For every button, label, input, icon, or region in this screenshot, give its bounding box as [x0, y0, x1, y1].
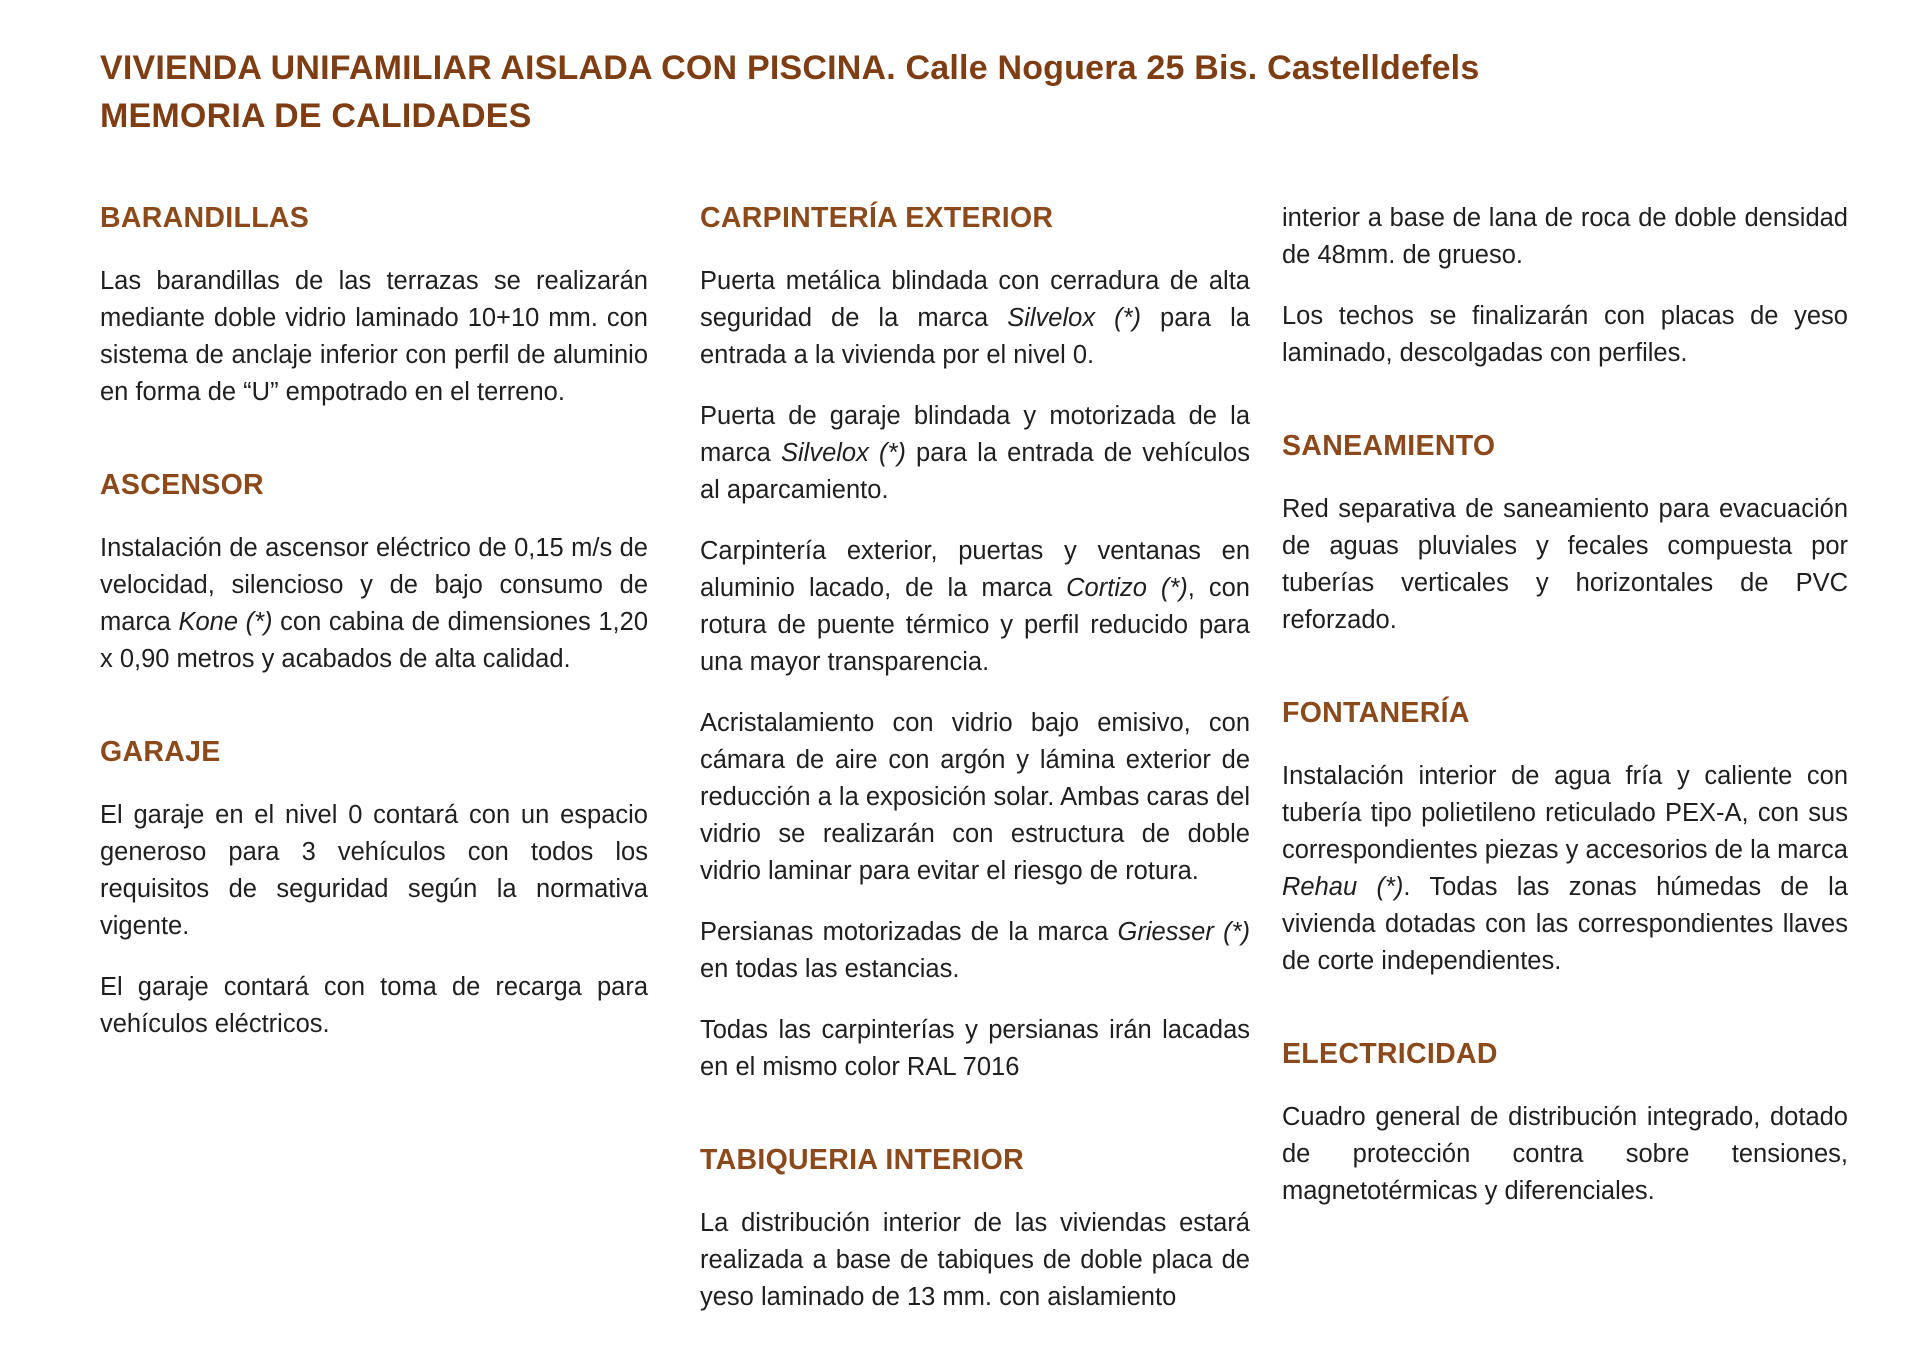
text-segment: para la entrada de vehículos al aparcamiento. [700, 439, 1250, 504]
title-line-2: MEMORIA DE CALIDADES [100, 97, 532, 135]
brand-name-italic: Griesser (*) [1117, 918, 1250, 946]
content-columns [100, 200, 1850, 1340]
paragraph [700, 398, 1250, 509]
brand-name-italic: Rehau (*) [1282, 873, 1404, 901]
text-segment: con cabina de dimensiones 1,20 x 0,90 metros y acabados de alta calidad. [100, 608, 649, 673]
paragraph [700, 705, 1250, 890]
paragraph [100, 530, 648, 678]
paragraph [1282, 491, 1848, 639]
section-heading: GARAJE [100, 736, 221, 768]
paragraph [700, 263, 1250, 374]
text-segment: Puerta de garaje blindada y motorizada de la marca [700, 402, 1250, 467]
brand-name-italic: Silvelox (*) [1007, 304, 1142, 332]
paragraph [1282, 758, 1848, 980]
text-segment: Acristalamiento con vidrio bajo emisivo, con cámara de aire con argón y lámina exterior de reducción a la exposición solar. Ambas caras del vidrio se realizarán con estructura de doble vidrio laminar para evitar el riesgo de rotura. [700, 709, 1250, 885]
column-middle [700, 200, 1250, 1340]
text-segment: Instalación interior de agua fría y caliente con tubería tipo polietileno reticulado PEX-A, con sus correspondientes piezas y accesorios de la marca [1282, 762, 1848, 864]
column-right [1282, 200, 1848, 1340]
paragraph [700, 1012, 1250, 1086]
text-segment: , con rotura de puente térmico y perfil reducido para una mayor transparencia. [700, 574, 1250, 676]
document-title [100, 44, 1850, 140]
title-line-1: VIVIENDA UNIFAMILIAR AISLADA CON PISCINA. Calle Noguera 25 Bis. Castelldefels [100, 49, 1480, 87]
paragraph [700, 533, 1250, 681]
text-segment: Todas las carpinterías y persianas irán lacadas en el mismo color RAL 7016 [700, 1016, 1250, 1081]
paragraph [1282, 298, 1848, 372]
paragraph [100, 263, 648, 411]
brand-name-italic: Kone (*) [178, 608, 273, 636]
text-segment: . Todas las zonas húmedas de la vivienda dotadas con las correspondientes llaves de corte independientes. [1282, 873, 1849, 975]
text-segment: Persianas motorizadas de la marca [700, 918, 1118, 946]
section-heading: ASCENSOR [100, 469, 264, 501]
section-heading: FONTANERÍA [1282, 697, 1470, 729]
section-heading: CARPINTERÍA EXTERIOR [700, 202, 1054, 234]
text-segment: para la entrada a la vivienda por el nivel 0. [700, 304, 1250, 369]
section-heading: TABIQUERIA INTERIOR [700, 1144, 1024, 1176]
paragraph [700, 1205, 1250, 1316]
text-segment: Los techos se finalizarán con placas de yeso laminado, descolgadas con perfiles. [1282, 302, 1848, 367]
paragraph [700, 914, 1250, 988]
paragraph [1282, 200, 1848, 274]
section-heading: BARANDILLAS [100, 202, 310, 234]
text-segment: El garaje en el nivel 0 contará con un espacio generoso para 3 vehículos con todos los requisitos de seguridad según la normativa vigente. [100, 801, 648, 940]
text-segment: El garaje contará con toma de recarga para vehículos eléctricos. [100, 973, 648, 1038]
section-heading: ELECTRICIDAD [1282, 1038, 1498, 1070]
text-segment: Puerta metálica blindada con cerradura de alta seguridad de la marca [700, 267, 1250, 332]
text-segment: Cuadro general de distribución integrado, dotado de protección contra sobre tensiones, magnetotérmicas y diferenciales. [1282, 1103, 1848, 1205]
paragraph [100, 969, 648, 1043]
text-segment: Carpintería exterior, puertas y ventanas en aluminio lacado, de la marca [700, 537, 1250, 602]
text-segment: en todas las estancias. [700, 955, 960, 983]
column-left [100, 200, 648, 1340]
brand-name-italic: Silvelox (*) [780, 439, 906, 467]
text-segment: Instalación de ascensor eléctrico de 0,15 m/s de velocidad, silencioso y de bajo consumo de marca [100, 534, 648, 636]
paragraph [1282, 1099, 1848, 1210]
text-segment: interior a base de lana de roca de doble densidad de 48mm. de grueso. [1282, 204, 1848, 269]
text-segment: La distribución interior de las viviendas estará realizada a base de tabiques de doble placa de yeso laminado de 13 mm. con aislamiento [700, 1209, 1250, 1311]
text-segment: Las barandillas de las terrazas se realizarán mediante doble vidrio laminado 10+10 mm. con sistema de anclaje inferior con perfil de aluminio en forma de “U” empotrado en el terreno. [100, 267, 648, 406]
text-segment: Red separativa de saneamiento para evacuación de aguas pluviales y fecales compuesta por tuberías verticales y horizontales de PVC reforzado. [1282, 495, 1848, 634]
paragraph [100, 797, 648, 945]
section-heading: SANEAMIENTO [1282, 430, 1496, 462]
brand-name-italic: Cortizo (*) [1066, 574, 1188, 602]
